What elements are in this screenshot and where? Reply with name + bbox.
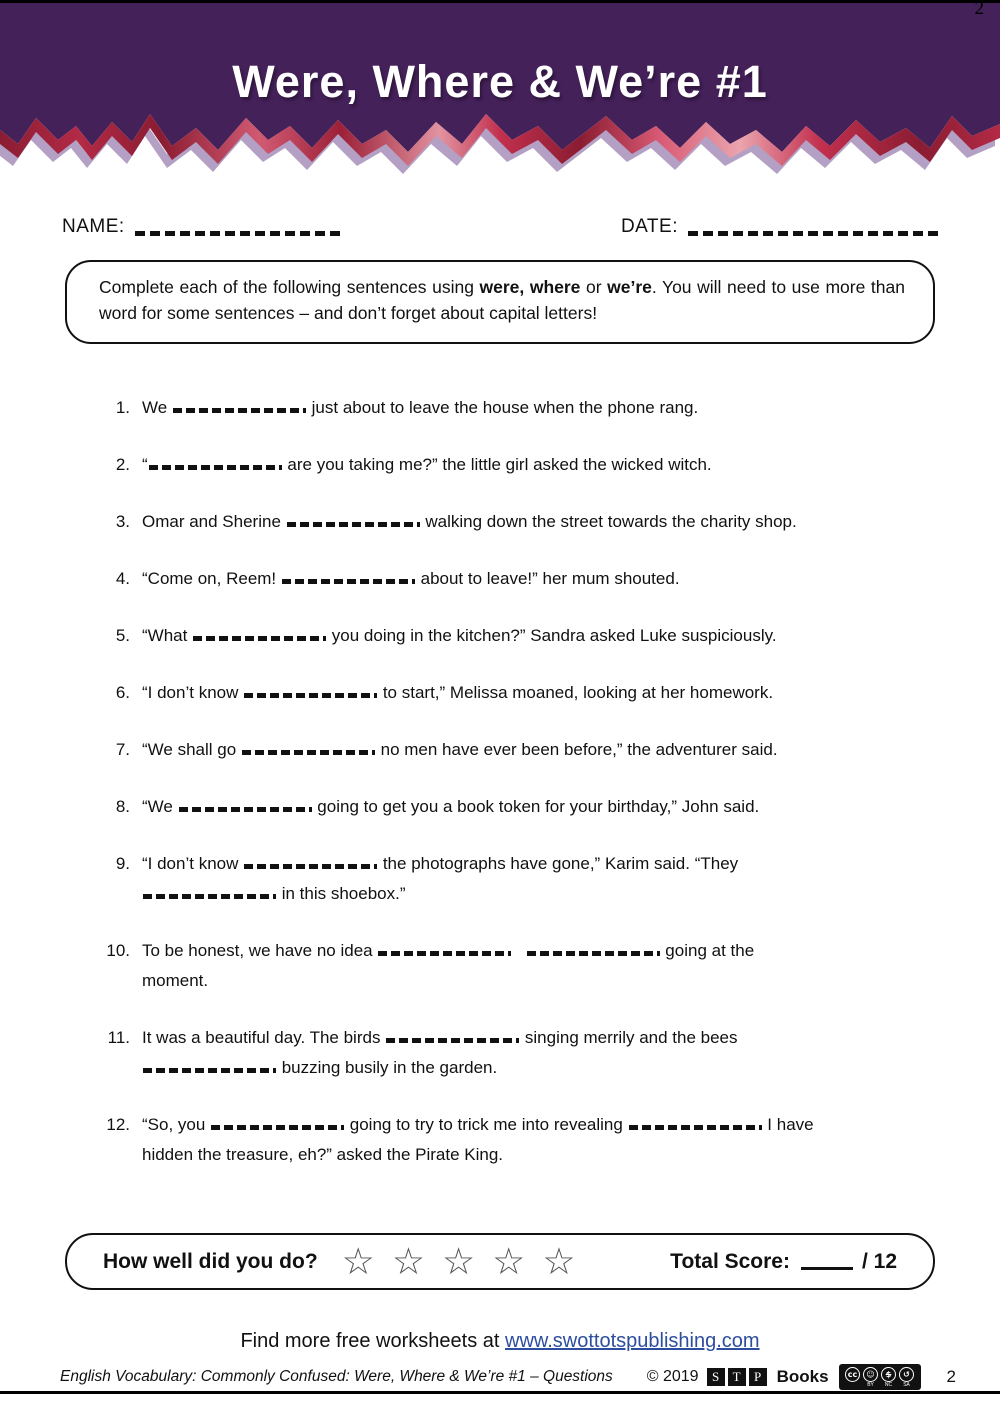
question-number: 9. xyxy=(115,854,130,873)
cc-icon: cc xyxy=(845,1367,860,1382)
sa-icon-group xyxy=(899,1367,914,1388)
answer-blank[interactable] xyxy=(173,408,306,413)
answer-blank[interactable] xyxy=(378,951,511,956)
name-label: NAME: xyxy=(62,216,125,237)
question-number: 10. xyxy=(106,941,130,960)
question-text: “So, you going to try to trick me into revealing I have hidden the treasure, eh?” asked the Pirate King. xyxy=(142,1115,814,1164)
question-text: “We shall go no men have ever been before,” the adventurer said. xyxy=(142,740,778,759)
question-number: 11. xyxy=(107,1028,130,1047)
answer-blank[interactable] xyxy=(287,522,420,527)
answer-blank[interactable] xyxy=(242,750,375,755)
question-number: 6. xyxy=(115,683,130,702)
sa-icon-label: SA xyxy=(903,1382,910,1388)
nc-icon-group xyxy=(881,1367,896,1388)
question-number: 4. xyxy=(115,569,130,588)
question-row xyxy=(98,849,938,909)
cc-icon-group xyxy=(845,1367,860,1388)
star-icon[interactable]: ☆ xyxy=(542,1240,576,1283)
question-text: Omar and Sherine walking down the street towards the charity shop. xyxy=(142,512,797,531)
question-text: We just about to leave the house when the phone rang. xyxy=(142,398,699,417)
answer-blank[interactable] xyxy=(211,1125,344,1130)
stp-letter-square: P xyxy=(749,1368,767,1386)
question-row xyxy=(98,792,938,822)
name-field-group xyxy=(62,216,340,238)
copyright-text: © 2019 xyxy=(646,1368,699,1385)
answer-blank[interactable] xyxy=(179,807,312,812)
publisher-link[interactable]: www.swottotspublishing.com xyxy=(505,1330,760,1352)
answer-blank[interactable] xyxy=(193,636,326,641)
by-icon-label: BY xyxy=(867,1382,874,1388)
answer-blank[interactable] xyxy=(244,693,377,698)
zigzag-border-graphic xyxy=(0,110,1000,185)
question-number: 1. xyxy=(115,398,130,417)
promo-prefix: Find more free worksheets at xyxy=(240,1330,505,1352)
question-text: “What you doing in the kitchen?” Sandra asked Luke suspiciously. xyxy=(142,626,777,645)
nc-icon: $ xyxy=(881,1367,896,1382)
page-number: 2 xyxy=(946,1367,956,1386)
question-text: “I don’t know the photographs have gone,” Karim said. “They in this shoebox.” xyxy=(142,854,739,903)
publisher-name: Books xyxy=(776,1367,829,1386)
name-date-row xyxy=(62,216,938,238)
date-label: DATE: xyxy=(620,216,678,237)
stp-letter-square: T xyxy=(728,1368,746,1386)
page-title: Were, Where & We’re #1 xyxy=(232,56,768,107)
answer-blank[interactable] xyxy=(143,1068,276,1073)
stp-letter-square: S xyxy=(707,1368,725,1386)
cc-license-badge xyxy=(839,1364,921,1390)
total-score-group xyxy=(670,1250,897,1274)
questions-list xyxy=(98,393,938,1197)
worksheet-credit: English Vocabulary: Commonly Confused: Were, Where & We’re #1 – Questions xyxy=(60,1368,613,1385)
instructions-box xyxy=(65,260,935,344)
question-row xyxy=(98,735,938,765)
total-score-denominator: / 12 xyxy=(861,1249,897,1273)
answer-blank[interactable] xyxy=(149,465,282,470)
instructions-bold-were-where: were, where xyxy=(479,277,581,297)
by-icon-group xyxy=(863,1367,878,1388)
question-text: “Come on, Reem! about to leave!” her mum shouted. xyxy=(142,569,680,588)
question-row xyxy=(98,393,938,423)
publisher-credit-group xyxy=(647,1364,956,1390)
top-corner-page-number: 2 xyxy=(974,0,984,19)
question-row xyxy=(98,621,938,651)
question-row xyxy=(98,936,938,996)
question-number: 2. xyxy=(115,455,130,474)
score-box xyxy=(65,1233,935,1290)
date-input-line[interactable] xyxy=(688,231,938,236)
question-number: 5. xyxy=(115,626,130,645)
instructions-tail: . You will need to use more than word for some sentences – and don’t forget about capital letters! xyxy=(99,277,905,323)
credit-bar xyxy=(60,1362,956,1392)
question-row xyxy=(98,564,938,594)
answer-blank[interactable] xyxy=(244,864,377,869)
answer-blank[interactable] xyxy=(386,1038,519,1043)
stp-books-logo xyxy=(707,1368,770,1386)
date-field-group xyxy=(621,216,938,238)
sa-icon: ↺ xyxy=(899,1367,914,1382)
question-number: 7. xyxy=(115,740,130,759)
question-row xyxy=(98,678,938,708)
star-rating xyxy=(341,1240,593,1283)
total-score-label: Total Score: xyxy=(670,1249,790,1273)
instructions-connector: or xyxy=(580,277,608,297)
total-score-input-line[interactable] xyxy=(801,1267,853,1270)
by-icon: ☺ xyxy=(863,1367,878,1382)
star-icon[interactable]: ☆ xyxy=(341,1240,375,1283)
question-text: To be honest, we have no idea going at the moment. xyxy=(142,941,755,990)
question-row xyxy=(98,1110,938,1170)
question-row xyxy=(98,1023,938,1083)
name-input-line[interactable] xyxy=(135,231,340,236)
question-number: 3. xyxy=(115,512,130,531)
question-text: “We going to get you a book token for your birthday,” John said. xyxy=(142,797,760,816)
promo-line xyxy=(0,1330,1000,1353)
question-text: It was a beautiful day. The birds singing merrily and the bees buzzing busily in the garden. xyxy=(142,1028,738,1077)
question-row xyxy=(98,450,938,480)
answer-blank[interactable] xyxy=(282,579,415,584)
score-prompt: How well did you do? xyxy=(103,1249,318,1273)
answer-blank[interactable] xyxy=(527,951,660,956)
question-number: 12. xyxy=(106,1115,130,1134)
instructions-lead: Complete each of the following sentences using xyxy=(99,277,480,297)
question-number: 8. xyxy=(115,797,130,816)
answer-blank[interactable] xyxy=(143,894,276,899)
star-icon[interactable]: ☆ xyxy=(442,1240,476,1283)
answer-blank[interactable] xyxy=(629,1125,762,1130)
question-row xyxy=(98,507,938,537)
star-icon[interactable]: ☆ xyxy=(492,1240,526,1283)
nc-icon-label: NC xyxy=(884,1382,893,1388)
header-banner xyxy=(0,0,1000,180)
footer-rule xyxy=(0,1391,1000,1394)
question-text: “I don’t know to start,” Melissa moaned, looking at her homework. xyxy=(142,683,774,702)
star-icon[interactable]: ☆ xyxy=(391,1240,425,1283)
question-text: “ are you taking me?” the little girl asked the wicked witch. xyxy=(142,455,712,474)
instructions-bold-were2: we’re xyxy=(607,277,652,297)
